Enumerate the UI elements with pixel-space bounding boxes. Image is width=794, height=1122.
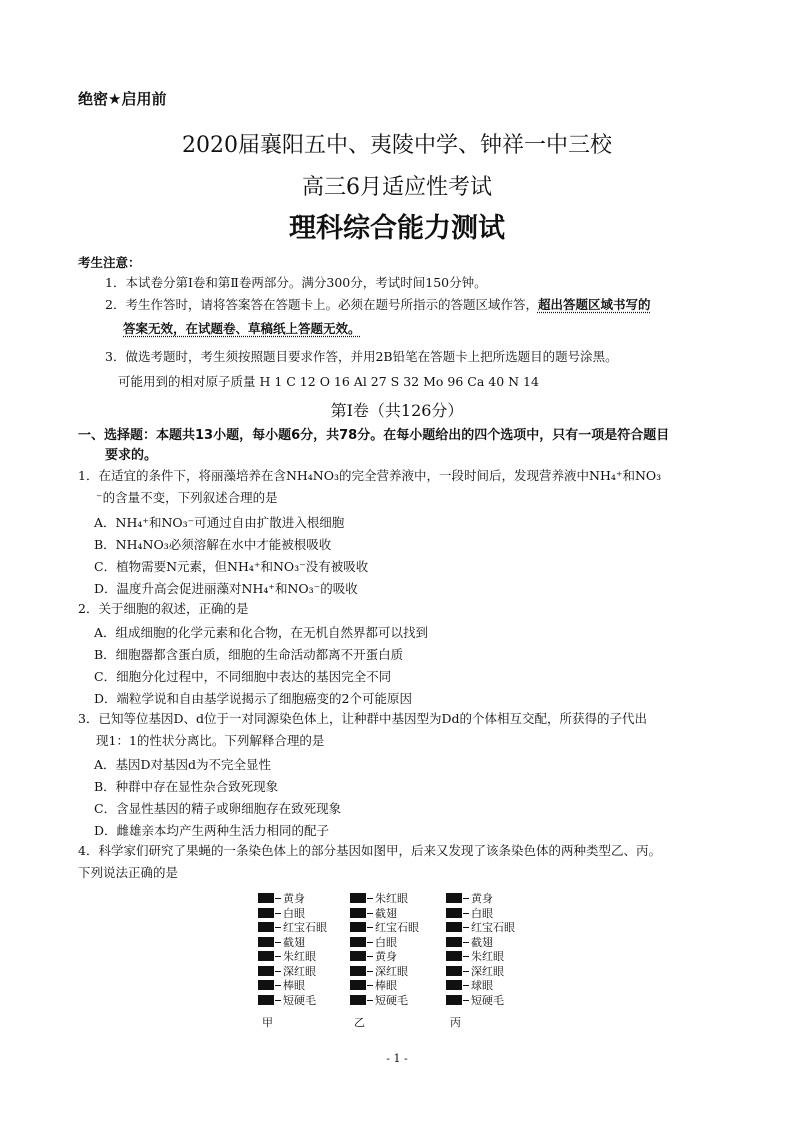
gene-block bbox=[446, 966, 462, 976]
q2-option-b: B．细胞器都含蛋白质，细胞的生命活动都离不开蛋白质 bbox=[94, 647, 404, 662]
gene-label: 棒眼 bbox=[283, 979, 305, 992]
gene-label: 白眼 bbox=[471, 906, 493, 920]
q3-option-d: D．雌雄亲本均产生两种生活力相同的配子 bbox=[94, 823, 330, 838]
gene-block bbox=[350, 893, 366, 903]
gene-pointer bbox=[463, 927, 469, 928]
notice-item-2-emphasis: 超出答题区域书写的 bbox=[537, 297, 651, 312]
q2-option-c: C．细胞分化过程中，不同细胞中表达的基因完全不同 bbox=[94, 669, 392, 684]
gene-label: 红宝石眼 bbox=[375, 921, 419, 934]
gene-pointer bbox=[275, 913, 281, 914]
q2-option-d: D．端粒学说和自由基学说揭示了细胞癌变的2个可能原因 bbox=[94, 691, 412, 706]
gene-block bbox=[258, 908, 274, 918]
chromosome-figure bbox=[258, 892, 548, 1032]
q3-option-c: C．含显性基因的精子或卵细胞存在致死现象 bbox=[94, 801, 342, 816]
gene-pointer bbox=[367, 913, 373, 914]
q4-stem-cont: 下列说法正确的是 bbox=[78, 865, 179, 880]
gene-label: 截翅 bbox=[375, 906, 397, 920]
notice-item-2-continued: 答案无效，在试题卷、草稿纸上答题无效。 bbox=[123, 321, 361, 336]
gene-label: 短硬毛 bbox=[375, 993, 408, 1007]
gene-block bbox=[258, 951, 274, 961]
page-number: - 1 - bbox=[386, 1052, 408, 1065]
gene-block bbox=[350, 966, 366, 976]
confidential-label: 绝密★启用前 bbox=[78, 90, 167, 108]
gene-pointer bbox=[275, 927, 281, 928]
gene-block bbox=[446, 893, 462, 903]
q3-stem-cont: 现1：1的性状分离比。下列解释合理的是 bbox=[96, 733, 325, 748]
q4-stem: 4．科学家们研究了果蝇的一条染色体上的部分基因如图甲，后来又发现了该条染色体的两种类型乙、丙。 bbox=[78, 843, 661, 858]
gene-label: 球眼 bbox=[471, 979, 493, 992]
gene-label: 黄身 bbox=[283, 892, 305, 905]
gene-block bbox=[446, 937, 462, 947]
q1-option-d: D．温度升高会促进丽藻对NH₄⁺和NO₃⁻的吸收 bbox=[94, 581, 358, 596]
gene-block bbox=[446, 922, 462, 932]
gene-pointer bbox=[463, 971, 469, 972]
q1-stem: 1．在适宜的条件下，将丽藻培养在含NH₄NO₃的完全营养液中，一段时间后，发现营养液中NH₄⁺和NO₃ bbox=[78, 468, 662, 483]
exam-title-session: 高三6月适应性考试 bbox=[302, 175, 492, 200]
q3-option-b: B．种群中存在显性杂合致死现象 bbox=[94, 779, 279, 794]
gene-block bbox=[446, 995, 462, 1005]
gene-label: 朱红眼 bbox=[283, 950, 316, 963]
gene-block bbox=[350, 995, 366, 1005]
gene-label: 红宝石眼 bbox=[283, 921, 327, 934]
gene-block bbox=[350, 937, 366, 947]
gene-pointer bbox=[275, 985, 281, 986]
gene-label: 白眼 bbox=[283, 906, 305, 920]
gene-pointer bbox=[275, 942, 281, 943]
gene-label: 白眼 bbox=[375, 935, 397, 949]
notice-item-3: 3．做选考题时，考生须按照题目要求作答，并用2B铅笔在答题卡上把所选题目的题号涂黑。 bbox=[105, 349, 618, 364]
label-jia: 甲 bbox=[262, 1016, 273, 1029]
gene-label: 黄身 bbox=[375, 950, 397, 963]
q2-option-a: A．组成细胞的化学元素和化合物，在无机自然界都可以找到 bbox=[94, 625, 429, 640]
gene-pointer bbox=[367, 927, 373, 928]
gene-block bbox=[446, 951, 462, 961]
gene-block bbox=[258, 995, 274, 1005]
q1-stem-cont: ⁻的含量不变，下列叙述合理的是 bbox=[96, 490, 278, 505]
gene-block bbox=[350, 922, 366, 932]
q3-option-a: A．基因D对基因d为不完全显性 bbox=[94, 757, 272, 772]
q2-stem: 2．关于细胞的叙述，正确的是 bbox=[78, 601, 249, 616]
gene-pointer bbox=[275, 1000, 281, 1001]
gene-pointer bbox=[463, 913, 469, 914]
gene-label: 深红眼 bbox=[283, 964, 316, 978]
notice-item-1: 1．本试卷分第Ⅰ卷和第Ⅱ卷两部分。满分300分，考试时间150分钟。 bbox=[105, 275, 487, 290]
gene-block bbox=[446, 980, 462, 990]
exam-title-subject: 理科综合能力测试 bbox=[289, 213, 505, 244]
gene-block bbox=[258, 966, 274, 976]
gene-label: 深红眼 bbox=[375, 964, 408, 978]
q1-option-a: A．NH₄⁺和NO₃⁻可通过自由扩散进入根细胞 bbox=[94, 515, 345, 530]
gene-label: 朱红眼 bbox=[471, 950, 504, 963]
gene-block bbox=[258, 937, 274, 947]
label-yi: 乙 bbox=[354, 1016, 365, 1029]
gene-block bbox=[350, 908, 366, 918]
gene-pointer bbox=[367, 985, 373, 986]
q3-stem: 3．已知等位基因D、d位于一对同源染色体上，让种群中基因型为Dd的个体相互交配，所获得的子代出 bbox=[78, 711, 648, 726]
gene-pointer bbox=[463, 956, 469, 957]
gene-label: 短硬毛 bbox=[283, 993, 316, 1007]
q1-option-b: B．NH₄NO₃必须溶解在水中才能被根吸收 bbox=[94, 537, 332, 552]
gene-block bbox=[446, 908, 462, 918]
gene-label: 朱红眼 bbox=[375, 892, 408, 905]
atomic-masses: 可能用到的相对原子质量 H 1 C 12 O 16 Al 27 S 32 Mo 96 Ca 40 N 14 bbox=[118, 374, 539, 389]
gene-pointer bbox=[367, 971, 373, 972]
gene-pointer bbox=[367, 898, 373, 899]
gene-pointer bbox=[275, 956, 281, 957]
gene-pointer bbox=[463, 898, 469, 899]
gene-block bbox=[258, 980, 274, 990]
label-bing: 丙 bbox=[450, 1016, 461, 1029]
gene-pointer bbox=[463, 1000, 469, 1001]
gene-block bbox=[258, 922, 274, 932]
gene-pointer bbox=[367, 1000, 373, 1001]
gene-pointer bbox=[275, 971, 281, 972]
gene-block bbox=[258, 893, 274, 903]
gene-pointer bbox=[275, 898, 281, 899]
gene-pointer bbox=[367, 942, 373, 943]
gene-label: 红宝石眼 bbox=[471, 921, 515, 934]
gene-label: 截翅 bbox=[471, 935, 493, 949]
gene-label: 黄身 bbox=[471, 892, 493, 905]
gene-pointer bbox=[367, 956, 373, 957]
gene-label: 深红眼 bbox=[471, 964, 504, 978]
exam-title-schools: 2020届襄阳五中、夷陵中学、钟祥一中三校 bbox=[182, 133, 612, 158]
gene-label: 截翅 bbox=[283, 935, 305, 949]
section-instructions: 一、选择题：本题共13小题，每小题6分，共78分。在每小题给出的四个选项中，只有一项是符合题目 bbox=[78, 428, 670, 443]
gene-pointer bbox=[463, 942, 469, 943]
section-instructions-cont: 要求的。 bbox=[105, 448, 158, 463]
section-title: 第Ⅰ卷（共126分） bbox=[330, 401, 464, 420]
q1-option-c: C．植物需要N元素，但NH₄⁺和NO₃⁻没有被吸收 bbox=[94, 559, 369, 574]
gene-label: 棒眼 bbox=[375, 979, 397, 992]
gene-pointer bbox=[463, 985, 469, 986]
gene-block bbox=[350, 951, 366, 961]
gene-label: 短硬毛 bbox=[471, 993, 504, 1007]
notice-item-2 bbox=[105, 297, 650, 313]
gene-block bbox=[350, 980, 366, 990]
notice-item-2-text: 2．考生作答时，请将答案答在答题卡上。必须在题号所指示的答题区域作答， bbox=[105, 297, 538, 312]
notice-heading: 考生注意： bbox=[78, 255, 141, 270]
